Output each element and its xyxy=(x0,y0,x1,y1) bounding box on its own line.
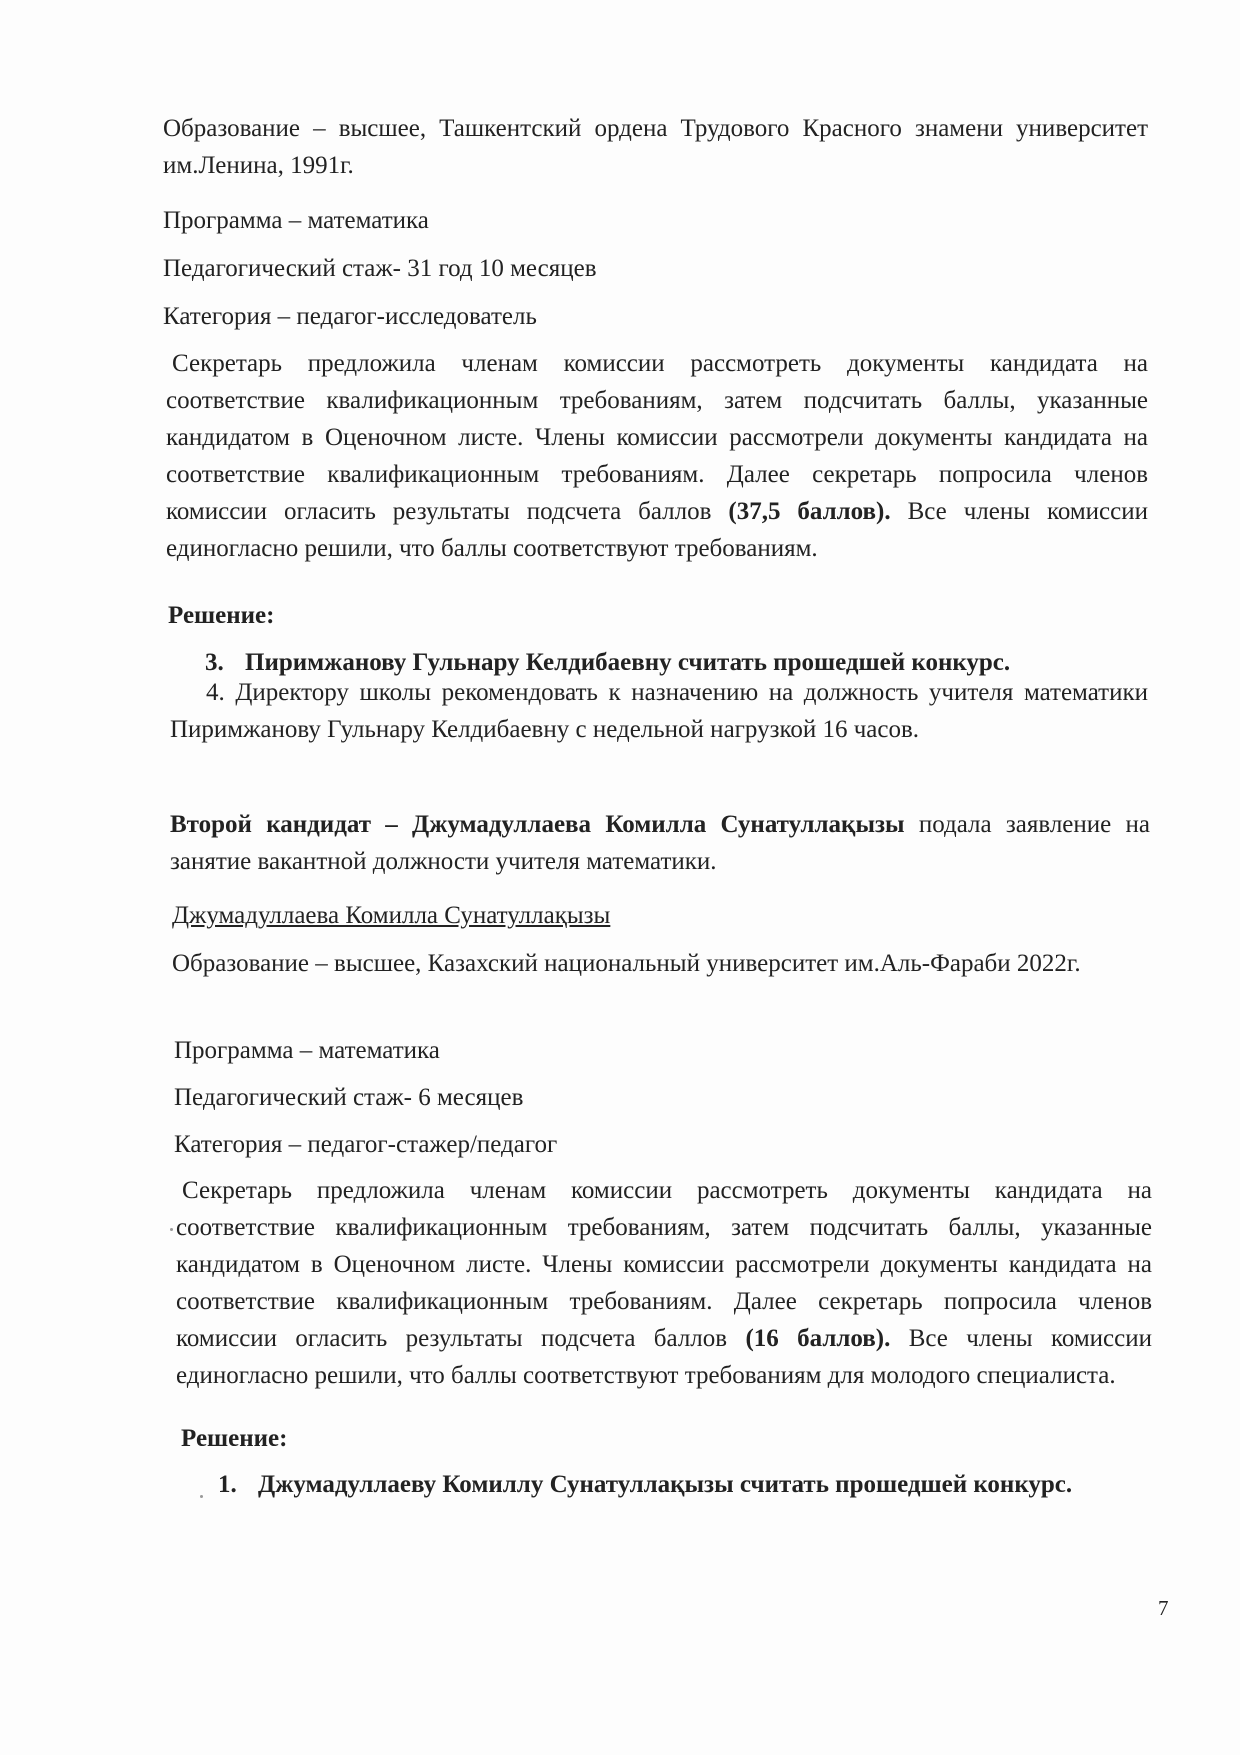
decision-item-1-number: 1. xyxy=(218,1471,237,1498)
commission-paragraph-1-start: Секретарь предложила членам комиссии рассмотреть документы кандидата на соответствие квалификационным требованиям, затем подсчитать баллы, указанные кандидатом в Оценочном листе. Члены комиссии рассмотрели документы кандидата на соответствие квалификационным требованиям. Далее секретарь попросила членов комиссии огласить результаты подсчета баллов xyxy=(166,350,1148,525)
candidate-name-underlined: Джумадуллаева Комилла Сунатуллақызы xyxy=(172,902,611,929)
education-2: Образование – высшее, Казахский национальный университет им.Аль-Фараби 2022г. xyxy=(172,950,1081,977)
category-1: Категория – педагог-исследователь xyxy=(163,303,537,330)
decision-item-4: 4. Директору школы рекомендовать к назначению на должность учителя математики Пиримжанову Гульнару Келдибаевну с недельной нагрузкой 16 часов. xyxy=(170,679,1148,743)
program-2: Программа – математика xyxy=(174,1037,440,1064)
decision-item-3-number: 3. xyxy=(205,649,224,676)
page-number: 7 xyxy=(1158,1596,1169,1620)
category-2: Категория – педагог-стажер/педагог xyxy=(174,1131,558,1158)
decision-heading-1: Решение: xyxy=(168,602,275,629)
commission-paragraph-2-start: Секретарь предложила членам комиссии рассмотреть документы кандидата на соответствие квалификационным требованиям, затем подсчитать баллы, указанные кандидатом в Оценочном листе. Члены комиссии рассмотрели документы кандидата на соответствие квалификационным требованиям. Далее секретарь попросила членов комиссии огласить результаты подсчета баллов xyxy=(176,1177,1152,1352)
scan-speck xyxy=(200,1495,203,1498)
experience-2: Педагогический стаж- 6 месяцев xyxy=(174,1084,524,1111)
score-2: (16 баллов). xyxy=(745,1325,891,1352)
decision-item-3-text: Пиримжанову Гульнару Келдибаевну считать прошедшей конкурс. xyxy=(245,649,1011,676)
second-candidate-intro-rest: подала заявление на занятие вакантной должности учителя математики. xyxy=(170,811,1151,875)
second-candidate-name-bold: Второй кандидат – Джумадуллаева Комилла Сунатуллақызы xyxy=(170,811,905,838)
decision-item-1-text: Джумадуллаеву Комиллу Сунатуллақызы считать прошедшей конкурс. xyxy=(258,1471,1073,1498)
second-candidate-intro xyxy=(170,806,1150,880)
scan-speck xyxy=(170,1228,173,1231)
commission-paragraph-2 xyxy=(176,1172,1152,1394)
commission-paragraph-2-end: Все члены комиссии единогласно решили, что баллы соответствуют требованиям для молодого специалиста. xyxy=(176,1325,1152,1389)
decision-heading-2: Решение: xyxy=(181,1425,288,1452)
commission-paragraph-1 xyxy=(166,345,1148,567)
program-1: Программа – математика xyxy=(163,207,429,234)
score-1: (37,5 баллов). xyxy=(728,498,891,525)
decision-item-1 xyxy=(218,1466,1098,1503)
commission-paragraph-1-end: Все члены комиссии единогласно решили, что баллы соответствуют требованиям. xyxy=(166,498,1149,562)
education-1: Образование – высшее, Ташкентский ордена Трудового Красного знамени университет им.Ленина, 1991г. xyxy=(163,115,1148,179)
experience-1: Педагогический стаж- 31 год 10 месяцев xyxy=(163,255,597,282)
